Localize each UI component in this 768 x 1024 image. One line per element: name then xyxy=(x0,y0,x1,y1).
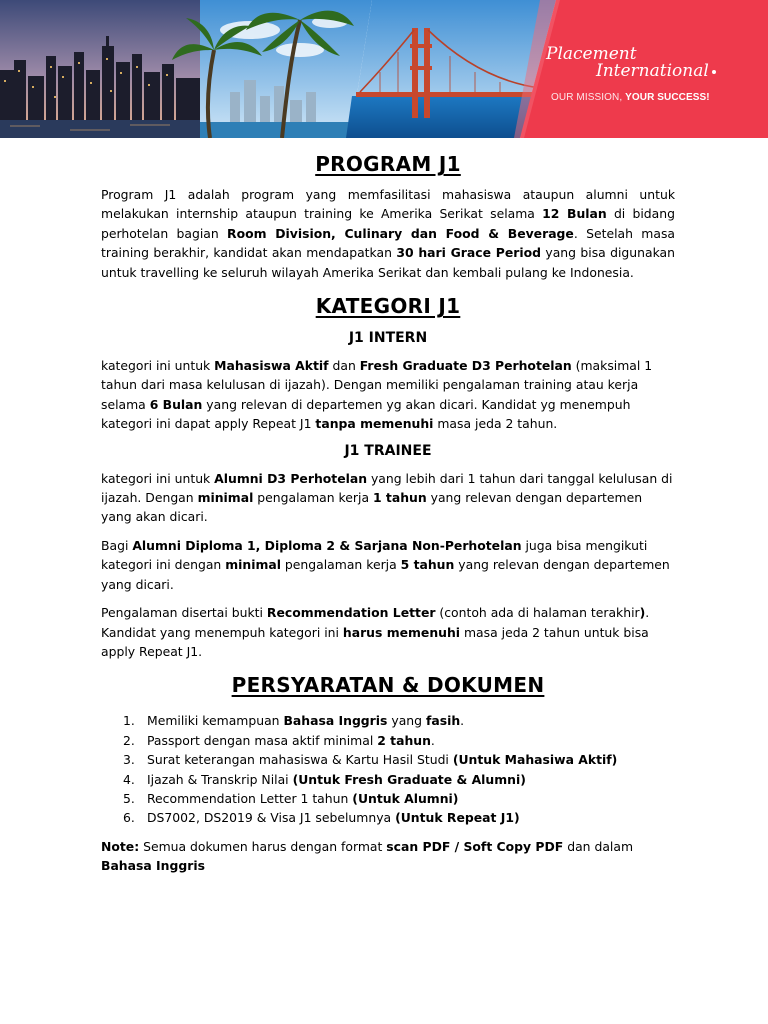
brand-name-line2 xyxy=(546,63,768,80)
text-run: Memiliki kemampuan xyxy=(147,713,284,729)
text-run: . Kandidat yang menempuh kategori ini xyxy=(101,605,650,640)
bold-text: (Untuk Repeat J1) xyxy=(395,810,520,826)
bold-text: tanpa memenuhi xyxy=(315,416,434,432)
text-run: Bagi xyxy=(101,537,133,553)
j1-intern-description xyxy=(101,356,675,434)
bold-text: Room Division, Culinary dan Food & Beverage xyxy=(227,225,574,241)
bold-text: 12 Bulan xyxy=(542,206,607,222)
text-run: Recommendation Letter 1 tahun xyxy=(147,790,353,806)
text-run: pengalaman kerja xyxy=(280,557,401,573)
bold-text: ) xyxy=(639,605,646,621)
j1-intern-title: J1 INTERN xyxy=(348,330,428,347)
bold-text: harus memenuhi xyxy=(342,624,461,640)
documents-note xyxy=(101,837,675,876)
text-run: di bidang perhotelan bagian xyxy=(101,206,675,241)
text-run: dan xyxy=(328,358,360,374)
text-run: pengalaman kerja xyxy=(253,490,373,506)
text-run: kategori ini untuk xyxy=(101,470,215,486)
bold-text: Fresh Graduate D3 Perhotelan xyxy=(359,358,572,374)
text-run: (contoh ada di halaman terakhir xyxy=(435,605,640,621)
requirement-number: 6. xyxy=(123,810,135,826)
bold-text: 5 tahun xyxy=(400,557,455,573)
text-run: Ijazah & Transkrip Nilai xyxy=(147,771,293,787)
document-body xyxy=(101,150,675,876)
brand-dot xyxy=(712,70,716,74)
text-run: yang relevan di departemen yg akan dicari. Kandidat yg menempuh kategori ini dapat apply Repeat J1 xyxy=(101,396,631,432)
bold-text: Alumni Diploma 1, Diploma 2 & Sarjana Non-Perhotelan xyxy=(132,537,522,553)
text-run: yang bisa digunakan untuk travelling ke seluruh wilayah Amerika Serikat dan kembali pulang ke Indonesia. xyxy=(101,245,675,280)
bold-text: Bahasa Inggris xyxy=(101,858,205,874)
text-run: Passport dengan masa aktif minimal xyxy=(147,732,378,748)
requirement-item xyxy=(101,750,675,769)
requirement-number: 2. xyxy=(123,732,135,748)
program-title: PROGRAM J1 xyxy=(315,152,461,176)
text-run: dan dalam xyxy=(563,838,634,854)
bold-text: 2 tahun xyxy=(377,732,431,748)
requirement-item xyxy=(101,711,675,730)
text-run: yang relevan dengan departemen yang dicari. xyxy=(101,557,670,592)
kategori-title: KATEGORI J1 xyxy=(315,294,461,319)
text-run: Pengalaman disertai bukti xyxy=(101,605,267,621)
program-description xyxy=(101,185,675,282)
text-run: DS7002, DS2019 & Visa J1 sebelumnya xyxy=(147,810,396,826)
bold-text: minimal xyxy=(225,557,281,573)
text-run: yang lebih dari 1 tahun dari tanggal kelulusan di ijazah. Dengan xyxy=(101,470,673,506)
text-run: . xyxy=(460,713,465,729)
bold-text: (Untuk Alumni) xyxy=(352,790,459,806)
text-run: yang relevan dengan departemen yang akan dicari. xyxy=(101,490,643,525)
bold-text: Alumni D3 Perhotelan xyxy=(214,470,368,486)
j1-trainee-paragraph xyxy=(101,536,675,594)
bold-text: (Untuk Fresh Graduate & Alumni) xyxy=(292,771,526,787)
bold-text: Mahasiswa Aktif xyxy=(214,358,329,374)
brand-name-text: International xyxy=(596,61,709,81)
requirement-item xyxy=(101,770,675,789)
j1-trainee-title: J1 TRAINEE xyxy=(344,442,432,459)
requirement-text xyxy=(147,789,458,808)
persyaratan-title: PERSYARATAN & DOKUMEN xyxy=(231,673,545,698)
requirement-text xyxy=(147,750,617,769)
requirement-text xyxy=(147,808,520,827)
text-run: Surat keterangan mahasiswa & Kartu Hasil Studi xyxy=(147,752,453,768)
requirement-text xyxy=(147,711,464,730)
header-banner xyxy=(0,0,768,138)
text-run: Semua dokumen harus dengan format xyxy=(139,838,387,854)
brand-name-line1: Placement xyxy=(546,44,637,64)
requirement-text xyxy=(147,770,526,789)
text-run: . Setelah masa training berakhir, kandidat akan mendapatkan xyxy=(101,225,675,261)
bold-text: Recommendation Letter xyxy=(266,605,436,621)
text-run: Program J1 adalah program yang memfasilitasi mahasiswa ataupun alumni untuk melakukan internship ataupun training ke Amerika Serikat selama xyxy=(101,187,675,222)
bold-text: minimal xyxy=(197,490,254,506)
text-run: kategori ini untuk xyxy=(101,358,215,374)
text-run: masa jeda 2 tahun. xyxy=(433,416,558,432)
text-run: masa jeda 2 tahun untuk bisa apply Repeat J1. xyxy=(101,624,649,659)
requirement-number: 1. xyxy=(123,713,135,729)
bold-text: 1 tahun xyxy=(372,490,427,506)
requirement-number: 4. xyxy=(123,771,135,787)
text-run: (maksimal 1 tahun dari masa kelulusan di ijazah). Dengan memiliki pengalaman training atau kerja selama xyxy=(101,358,653,412)
requirement-text xyxy=(147,731,435,750)
slogan xyxy=(551,92,710,103)
brand-logo xyxy=(546,46,768,80)
text-run: yang xyxy=(387,713,426,729)
requirements-list xyxy=(101,711,675,827)
text-run: juga bisa mengikuti kategori ini dengan xyxy=(101,537,648,573)
bold-text: Bahasa Inggris xyxy=(283,713,388,729)
requirement-number: 3. xyxy=(123,752,135,768)
bold-text: Note: xyxy=(101,838,140,854)
slogan-prefix: OUR MISSION, xyxy=(551,92,626,103)
bold-text: (Untuk Mahasiwa Aktif) xyxy=(452,752,618,768)
bold-text: scan PDF / Soft Copy PDF xyxy=(386,838,564,854)
bold-text: 6 Bulan xyxy=(149,396,203,412)
requirement-item xyxy=(101,808,675,827)
requirement-item xyxy=(101,789,675,808)
j1-trainee-paragraph xyxy=(101,469,675,527)
bold-text: 30 hari Grace Period xyxy=(396,245,541,261)
text-run: . xyxy=(430,732,435,748)
requirement-number: 5. xyxy=(123,790,135,806)
requirement-item xyxy=(101,731,675,750)
bold-text: fasih xyxy=(425,713,461,729)
j1-trainee-paragraph xyxy=(101,603,675,661)
slogan-emphasis: YOUR SUCCESS! xyxy=(625,92,710,103)
